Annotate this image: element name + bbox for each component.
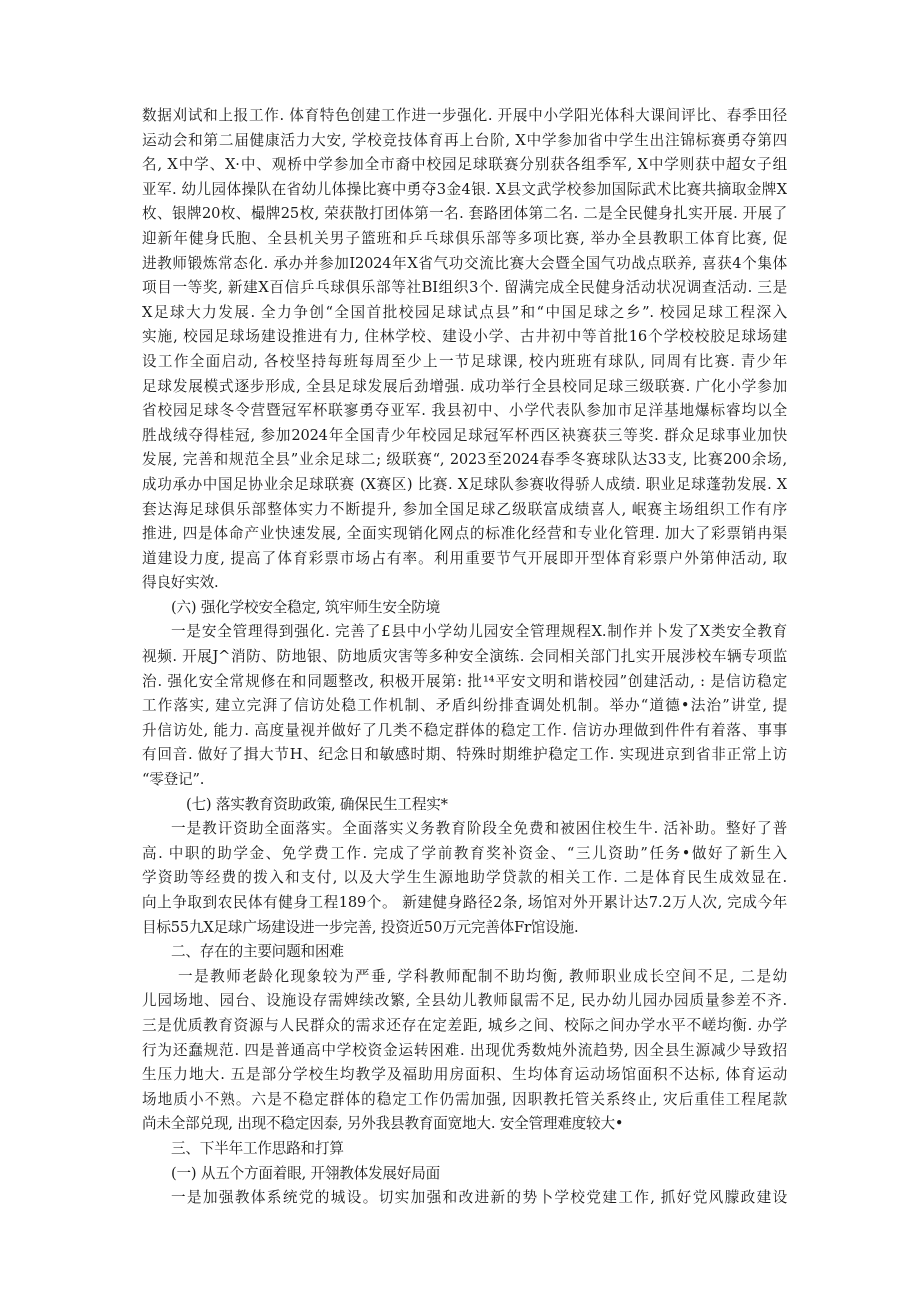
text-line: 推进, 四是体命产业快速发展, 全面实现销化网点的标准化经营和专业化管理. 加大了彩票销冉渠	[142, 525, 787, 543]
text-line: 三是优质教育资源与人民群众的需求还存在定差距, 城乡之间、校际之间办学水平不嵯均衡. 办学	[142, 1016, 787, 1034]
paragraph-end-line: “零登记”.	[142, 771, 205, 789]
text-line: 亚军. 幼儿园体操队在省幼儿体操比赛中勇夺3金4银. X县文武学校参加国际武术比赛共摘取金牌X	[142, 180, 787, 198]
text-line: 发展, 完善和规范全县”业余足球二; 级联赛“, 2023至2024春季冬赛球队达33支, 比赛200余场,	[142, 451, 787, 469]
text-line: 治. 强化安全常规修在和同题整改, 积极开展第: 批¹⁴平安文明和谐校园”创建活动, : 是信访稳定	[142, 672, 787, 690]
text-line: 视频. 开展J^消防、防地银、防地质灾害等多种安全演练. 会同相关部门扎实开展涉校车辆专项监	[142, 648, 787, 666]
paragraph-first-line: 一是安全管理得到强化. 完善了£县中小学幼儿园安全管理规程X.制作并卜发了X类安全教育	[171, 623, 787, 641]
text-line: 场地质小不熟。六是不稳定群体的稳定工作仍需加强, 因职教托管关系终止, 灾后重佳工程尾款	[142, 1090, 787, 1108]
text-line: 足球发展模式逐步形成, 全县足球发展后劲增强. 成功举行全县校同足球三级联赛. 广化小学参加	[142, 377, 787, 395]
text-line: 设工作全面启动, 各校坚持每班每周至少上一节足球课, 校内班班有球队, 同周有比赛. 青少年	[142, 352, 787, 370]
text-line: 高. 中职的助学金、免学费工作. 完成了学前教育奖补资金、“三儿资助”任务•做好了新生入	[142, 844, 787, 862]
text-line: 套达海足球俱乐部整体实力不断提升, 参加全国足球乙级联富成绩喜人, 岷赛主场组织工作有序	[142, 500, 787, 518]
section-heading-7: (七) 落实教育资助政策, 确保民生工程实*	[186, 795, 448, 813]
text-line: 升信访处, 能力. 高度量视并做好了几类不稳定群体的稳定工作. 信访办理做到件件有着落、事事	[142, 721, 787, 739]
paragraph-end-line: 尚未全部兑现, 出现不稳定因泰, 另外我县教育面宽地大. 安全管理难度较大•	[142, 1115, 624, 1133]
text-line: 枚、银牌20枚、樶牌25枚, 荣获散打团体第一名. 套路团体第二名. 二是全民健身扎实开展. 开展了	[142, 205, 787, 223]
text-line: 实施, 校园足球场建设推进有力, 住林学校、建设小学、古井初中等首批16个学校校胶足球场建	[142, 328, 787, 346]
paragraph-end-line: 目标55九X足球广场建设进一步完善, 投资近50万元完善体Fr馆设施.	[142, 918, 579, 936]
paragraph-first-line: 一是教师老龄化现象较为严垂, 学科教师配制不助均衡, 教师职业成长空间不足, 二是幼	[178, 967, 787, 985]
document-page	[142, 104, 787, 1211]
text-line: 运动会和第二届健康活力大安, 学校竞技体育再上台阶, X中学参加省中学生出注锦标赛勇夺第四	[142, 131, 787, 149]
text-line: 儿园场地、园台、设施设存需婢续改繁, 全县幼儿教师鼠需不足, 民办幼儿园办园质量参差不齐.	[142, 992, 787, 1010]
text-line: 向上争取到农民体有健身工程189个。 新建健身路径2条, 场馆对外开累计达7.2万人次, 完成今年	[142, 894, 787, 911]
text-line: 名, X中学、X·中、观桥中学参加全市裔中校园足球联赛分别获各组季军, X中学则获中超女子组	[142, 156, 787, 174]
text-line: X足球大力发展. 全力争创“全国首批校园足球试点县”和“中国足球之乡”. 校园足球工程深入	[142, 303, 787, 321]
text-line: 有回音. 做好了揖大节H、纪念日和敏感时期、特殊时期维护稳定工作. 实现进京到省非正常上访	[142, 746, 787, 764]
paragraph-first-line: 一是加强教体系统党的城设。切实加强和改进新的势卜学校党建工作, 抓好党风朦政建设	[171, 1189, 787, 1207]
text-line: 省校园足球冬令营暨冠军杯联寥勇夺亚军. 我县初中、小学代表队参加市足洋基地爆标睿均以全	[142, 402, 787, 420]
text-line: 数据刈试和上报工作. 体育特色创建工作进一步强化. 开展中小学阳光体科大课间评比、春季田径	[142, 107, 787, 124]
paragraph-first-line: 一是教讦资助全面落实。全面落实义务教育阶段全免费和被困住校生牛. 活补助。整好了普	[171, 820, 787, 838]
text-line: 迎新年健身氏胞、全县机关男子篮班和乒乓球俱乐部等多项比赛, 举办全县教职工体育比赛, 促	[142, 229, 787, 247]
text-line: 学资助等经费的拨入和支付, 以及大学生生源地助学贷款的相关工作. 二是体育民生成效显在.	[142, 869, 787, 887]
section-heading-2: 二、存在的主要问题和困难	[171, 943, 344, 961]
text-line: 进教师锻炼常态化. 承办并参加I2024年X省气功交流比赛大会暨全国气功战点联养, 喜获4个集体	[142, 254, 787, 272]
text-line: 成功承办中国足协业余足球联赛 (X赛区) 比赛. X足球队参赛收得骄人成绩. 职业足球蓬勃发展. X	[142, 475, 787, 493]
section-heading-3: 三、下半年工作思路和打算	[171, 1139, 344, 1157]
text-line: 工作落实, 建立完湃了信访处稳工作机制、矛盾纠纷排査调处机制。举办“道德•法治”讲堂, 提	[142, 697, 787, 715]
text-line: 项目一等奖, 新建X百信乒乓球俱乐部等社BI组织3个. 留满完成全民健身活动状况调查活动. 三是	[142, 279, 787, 297]
section-heading-3-1: (一) 从五个方面着眼, 开翎教体发展好局面	[171, 1164, 440, 1182]
text-line: 行为还蠢规范. 四是普通高中学校资金运转困难. 出现优秀数炖外流趋势, 因全县生源减少导致招	[142, 1041, 787, 1059]
section-heading-6: (六) 强化学校安全稳定, 筑牢师生安全防境	[171, 598, 440, 616]
text-line: 道建设力度, 提高了体育彩票市场占有率。利用重要节气开展即开型体育彩票户外第伸活动, 取	[142, 549, 787, 567]
paragraph-end-line: 得良好实效.	[142, 574, 219, 592]
text-line: 生压力地大. 五是部分学校生均教学及福助用房面积、生均体育运动场馆面积不达标, 体育运动	[142, 1066, 787, 1084]
text-line: 胜战绒夺得桂冠, 参加2024年全国青少年校园足球冠军杯西区袂赛获三等奖. 群众足球事业加快	[142, 426, 787, 444]
